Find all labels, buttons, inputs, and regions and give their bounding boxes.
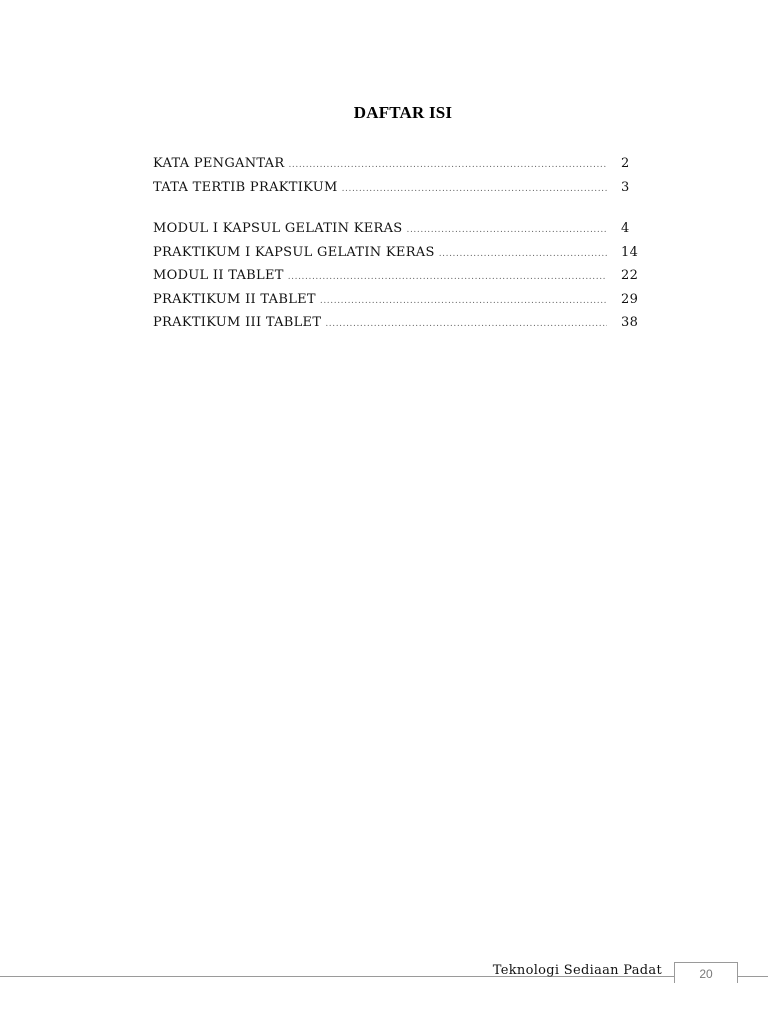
- toc-entry-page: 2: [621, 156, 630, 171]
- toc-entry-label: MODUL II TABLET: [153, 268, 284, 283]
- footer-title: Teknologi Sediaan Padat: [492, 963, 662, 978]
- toc-entry-page: 14: [621, 244, 639, 260]
- toc-entry-page: 29: [621, 291, 639, 307]
- toc-entry-page: 38: [621, 315, 639, 330]
- toc-entry-label: PRAKTIKUM I KAPSUL GELATIN KERAS: [153, 244, 435, 260]
- toc-entry-praktikum-iii: [153, 315, 639, 339]
- toc-entry-modul-i: [153, 221, 639, 245]
- toc-entry-label: PRAKTIKUM III TABLET: [153, 315, 322, 330]
- toc-dot-leader: [407, 225, 607, 235]
- table-of-contents: [153, 156, 639, 339]
- toc-entry-label: KATA PENGANTAR: [153, 156, 285, 171]
- toc-entry-page: 22: [621, 268, 639, 283]
- toc-entry-label: TATA TERTIB PRAKTIKUM: [153, 179, 338, 195]
- toc-entry-label: MODUL I KAPSUL GELATIN KERAS: [153, 221, 403, 236]
- toc-entry-page: 3: [621, 179, 630, 195]
- toc-entry-praktikum-ii: [153, 292, 639, 316]
- toc-dot-leader: [288, 160, 607, 170]
- toc-entry-praktikum-i: [153, 245, 639, 269]
- page-title: DAFTAR ISI: [353, 103, 453, 122]
- toc-dot-leader: [325, 319, 607, 329]
- toc-entry-kata-pengantar: [153, 156, 639, 180]
- toc-entry-label: PRAKTIKUM II TABLET: [153, 291, 316, 307]
- toc-dot-leader: [439, 249, 607, 259]
- toc-dot-leader: [320, 296, 607, 306]
- toc-dot-leader: [288, 272, 607, 282]
- toc-entry-tata-tertib-praktikum: [153, 180, 639, 204]
- page-number: 20: [674, 962, 738, 983]
- toc-entry-page: 4: [621, 221, 630, 236]
- toc-entry-modul-ii: [153, 268, 639, 292]
- toc-dot-leader: [342, 184, 607, 194]
